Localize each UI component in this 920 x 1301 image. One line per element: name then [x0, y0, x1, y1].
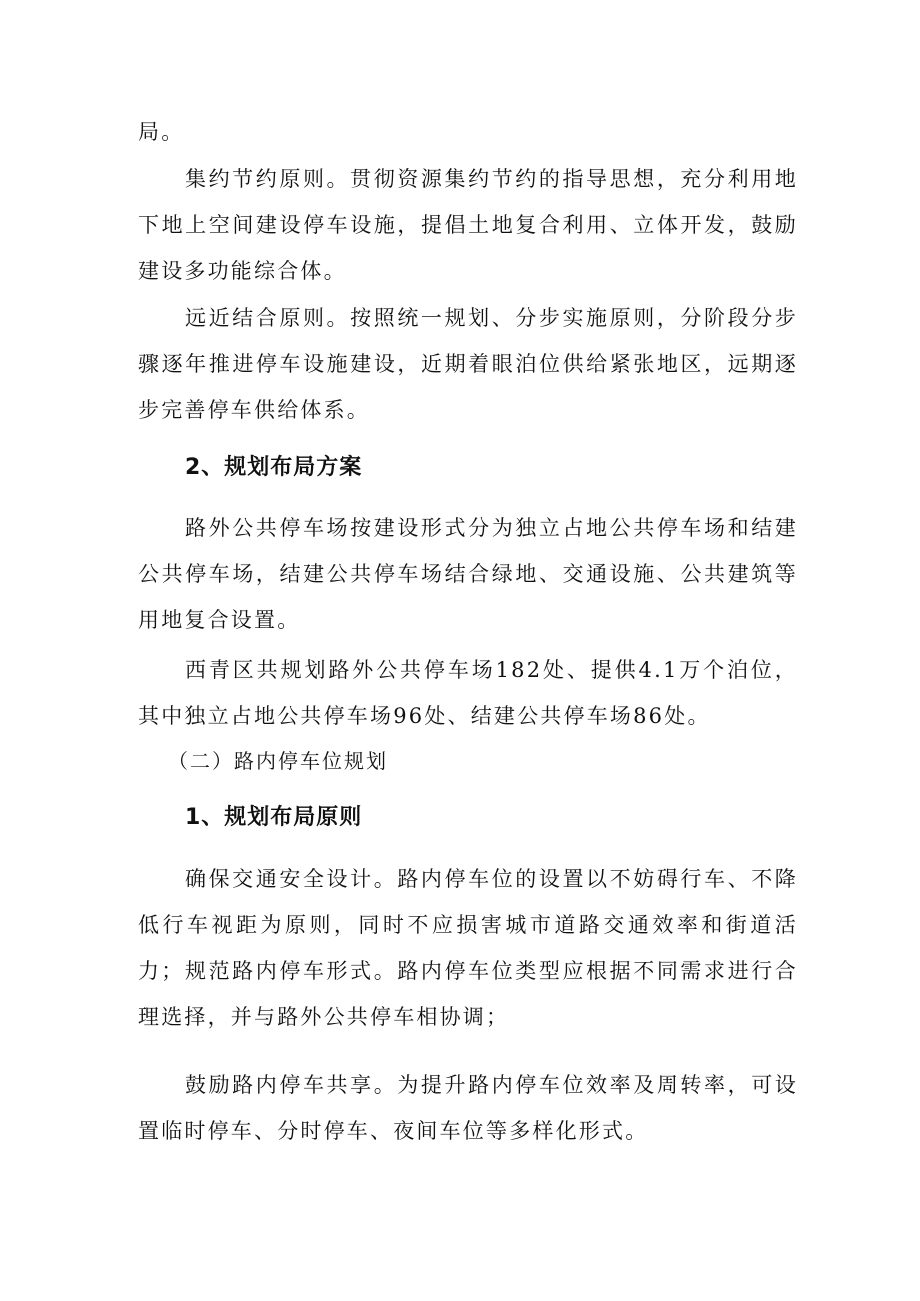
paragraph-xiqing-stats: [138, 647, 798, 739]
paragraph-standardize: [138, 948, 798, 1040]
heading-layout-principles: 1、规划布局原则: [185, 805, 363, 830]
paragraph-standardize-text: 规范路内停车形式。路内停车位类型应根据不同需求进行合理选择，并与路外公共停车相协调；: [138, 959, 798, 1029]
paragraph-sharing-text: 鼓励路内停车共享。为提升路内停车位效率及周转率，可设置临时停车、分时停车、夜间车位等多样化形式。: [138, 1073, 798, 1143]
paragraph-combine-text: 远近结合原则。按照统一规划、分步实施原则，分阶段分步骤逐年推进停车设施建设，近期着眼泊位供给紧张地区，远期逐步完善停车供给体系。: [138, 306, 798, 422]
paragraph-fragment-top: 局。: [138, 120, 185, 144]
paragraph-xiqing-stats-text: 西青区共规划路外公共停车场182处、提供4.1万个泊位，其中独立占地公共停车场96处、结建公共停车场86处。: [138, 658, 798, 728]
heading-layout-plan: 2、规划布局方案: [185, 455, 363, 480]
paragraph-continuation: [138, 109, 798, 155]
paragraph-combine-principle: [138, 295, 798, 433]
paragraph-sharing: [138, 1062, 798, 1154]
heading-layout-principles-block: [138, 795, 798, 841]
section-onstreet-title: （二）路内停车位规划: [168, 749, 388, 773]
section-onstreet-block: [138, 738, 798, 784]
paragraph-offstreet-forms: [138, 505, 798, 643]
paragraph-offstreet-forms-text: 路外公共停车场按建设形式分为独立占地公共停车场和结建公共停车场，结建公共停车场结合绿地、交通设施、公共建筑等用地复合设置。: [138, 516, 798, 632]
paragraph-intensive-text: 集约节约原则。贯彻资源集约节约的指导思想，充分利用地下地上空间建设停车设施，提倡土地复合利用、立体开发，鼓励建设多功能综合体。: [138, 167, 798, 283]
paragraph-intensive-principle: [138, 156, 798, 294]
paragraph-safety-text: 确保交通安全设计。路内停车位的设置以不妨碍行车、不降低行车视距为原则，同时不应损害城市道路交通效率和街道活力；: [138, 867, 798, 983]
heading-layout-plan-block: [138, 445, 798, 491]
